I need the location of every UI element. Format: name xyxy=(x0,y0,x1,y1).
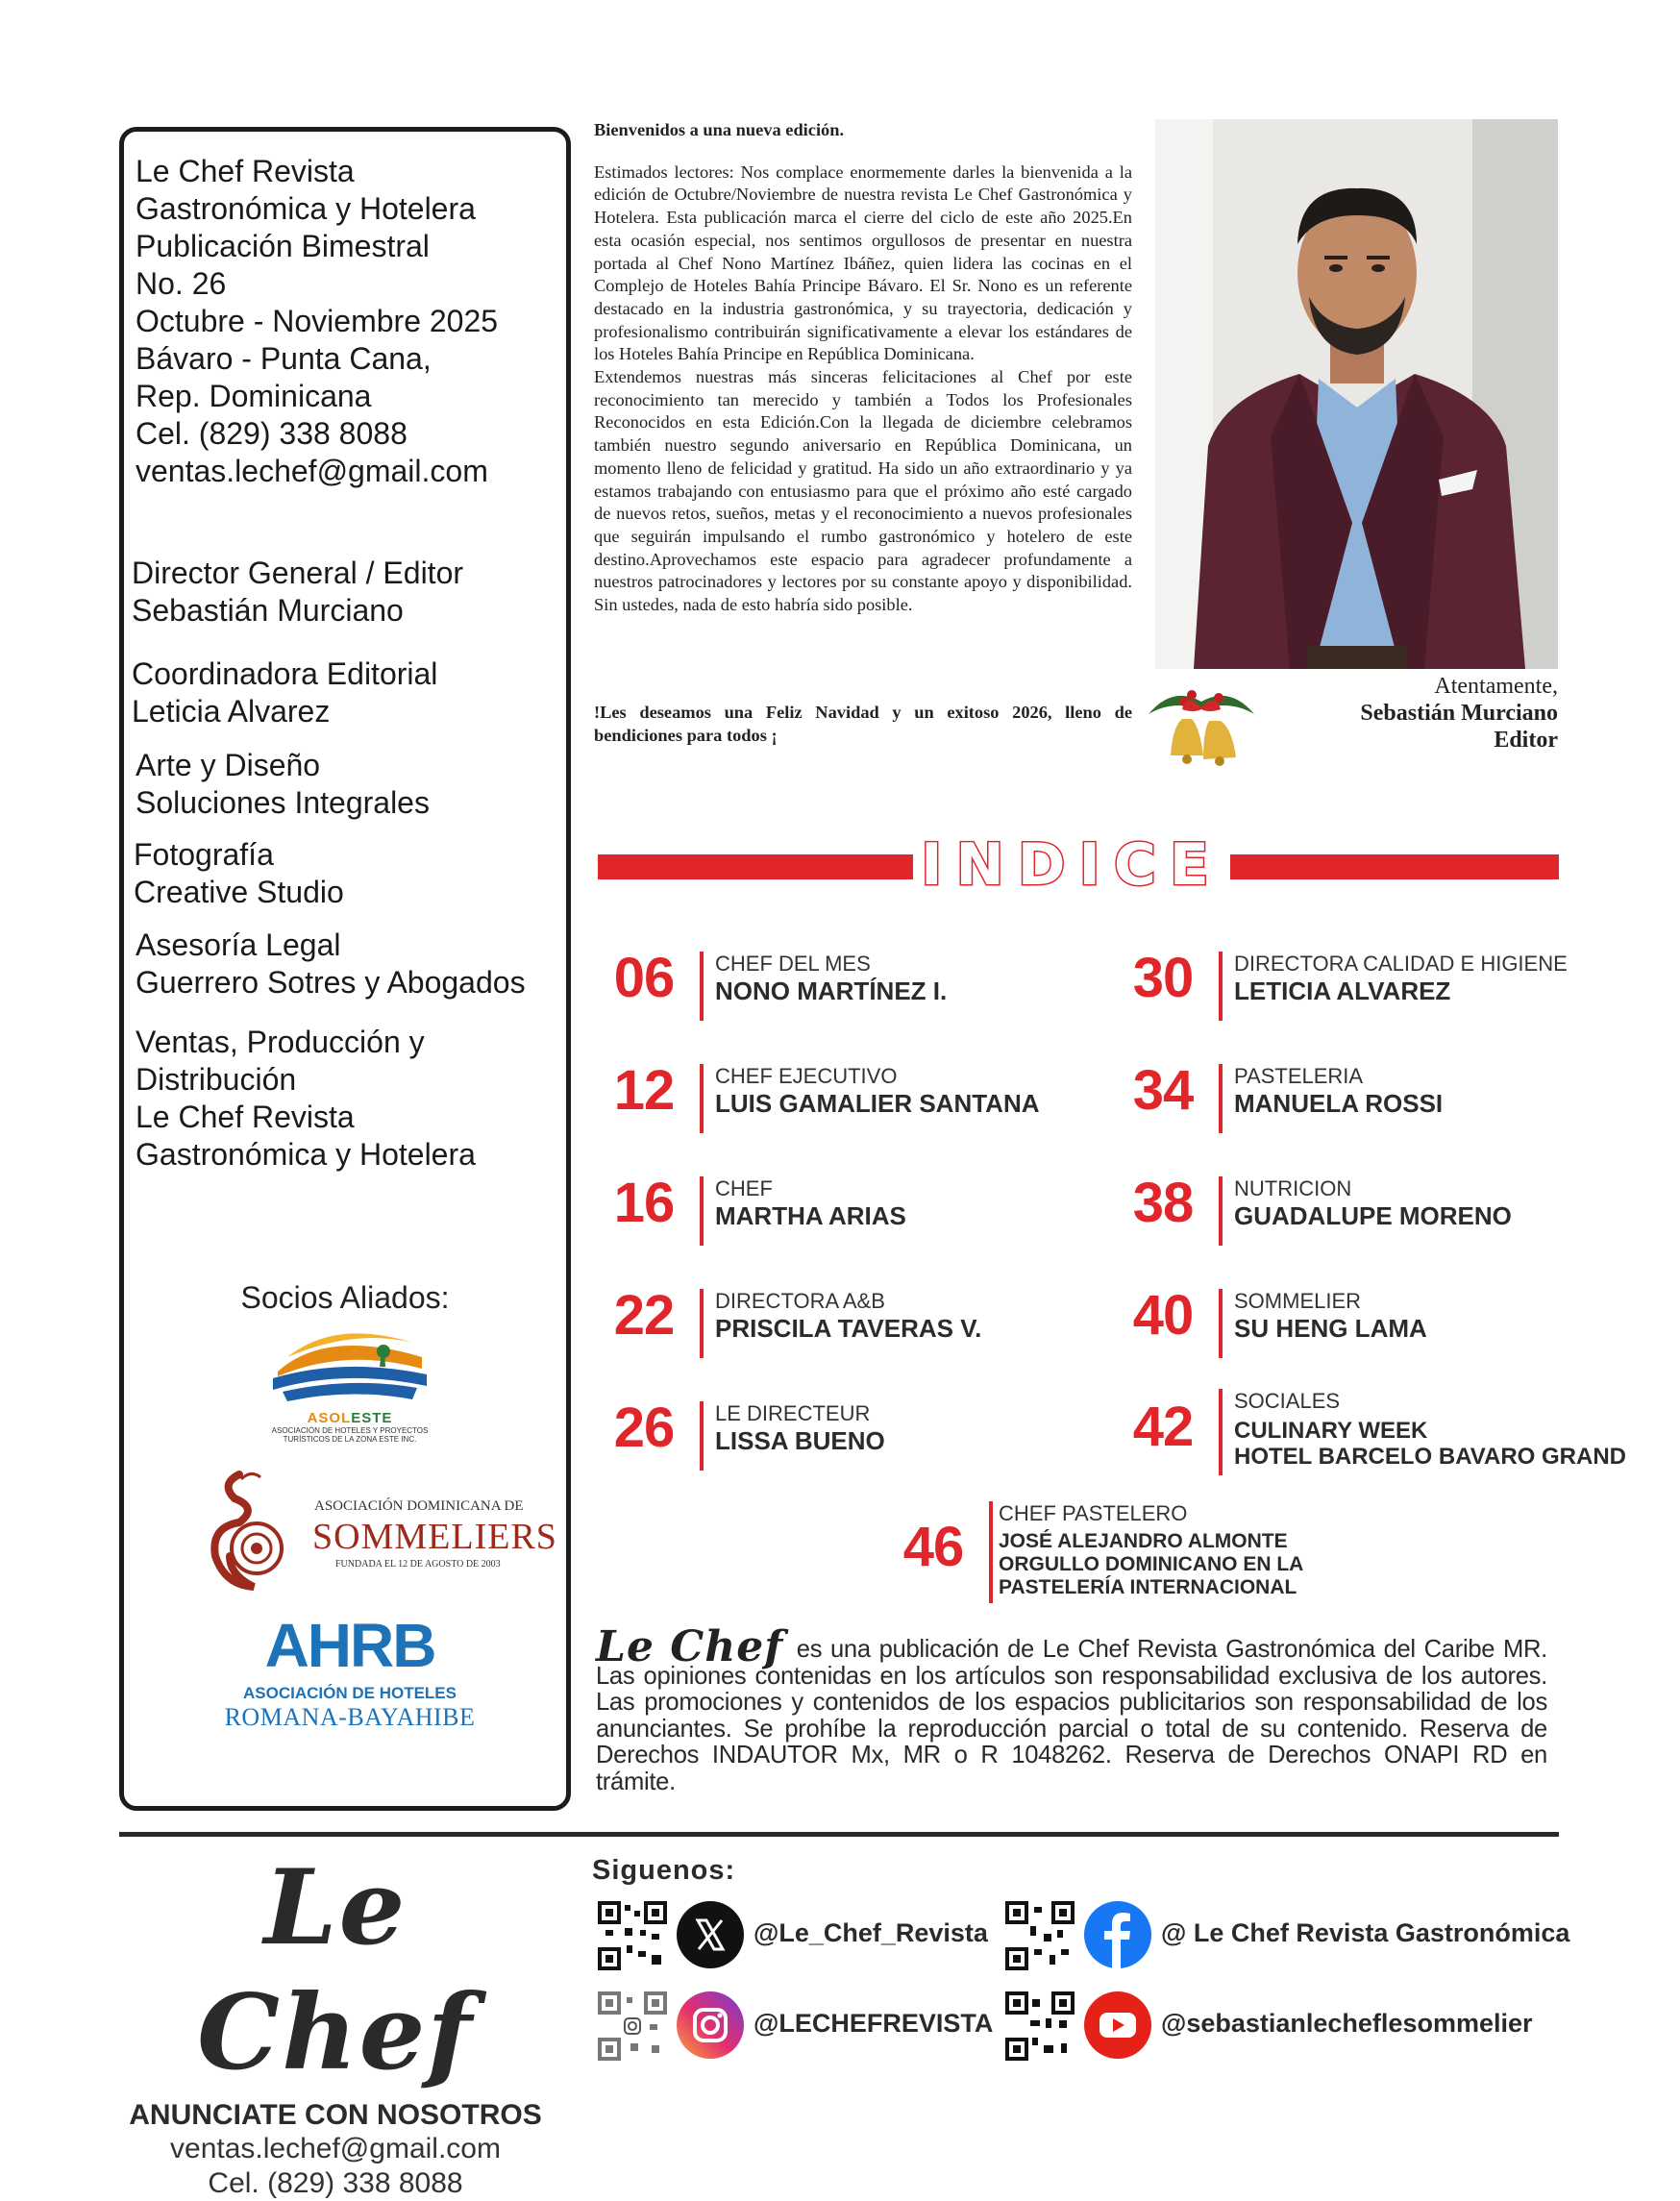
legal-disclaimer xyxy=(596,1622,1547,1795)
index-name-line2: HOTEL BARCELO BAVARO GRAND xyxy=(1234,1444,1626,1470)
advertise-phone[interactable]: Cel. (829) 338 8088 xyxy=(208,2167,463,2199)
index-name: GUADALUPE MORENO xyxy=(1234,1201,1512,1230)
index-page-number: 42 xyxy=(1132,1396,1194,1458)
index-divider xyxy=(989,1501,993,1603)
staff-photography xyxy=(134,836,344,911)
index-page-number: 12 xyxy=(613,1059,675,1122)
staff-legal xyxy=(136,927,526,1002)
index-category: DIRECTORA A&B xyxy=(715,1289,885,1313)
staff-role: Ventas, Producción y xyxy=(136,1025,425,1059)
index-category: CHEF EJECUTIVO xyxy=(715,1064,898,1088)
svg-text:INDICE: INDICE xyxy=(921,831,1223,899)
sign-off: Atentamente, xyxy=(1434,674,1558,699)
staff-role: Fotografía xyxy=(134,837,274,872)
index-category: NUTRICION xyxy=(1234,1176,1352,1200)
index-category: DIRECTORA CALIDAD E HIGIENE xyxy=(1234,952,1568,976)
index-category: CHEF DEL MES xyxy=(715,952,871,976)
masthead-email: ventas.lechef@gmail.com xyxy=(136,454,488,488)
index-name: LUIS GAMALIER SANTANA xyxy=(715,1089,1040,1118)
asoleste-name: ASOLESTE xyxy=(307,1410,393,1426)
masthead-line: No. 26 xyxy=(136,266,227,301)
index-page-number: 30 xyxy=(1132,947,1194,1009)
index-name: NONO MARTÍNEZ I. xyxy=(715,977,948,1005)
social-x[interactable] xyxy=(598,1901,1001,1972)
index-divider xyxy=(1219,1289,1223,1358)
editorial xyxy=(594,119,1132,617)
staff-design xyxy=(136,747,430,822)
index-category: LE DIRECTEUR xyxy=(715,1401,871,1425)
masthead-info xyxy=(136,153,498,490)
social-handle[interactable]: @sebastianlecheflesommelier xyxy=(1161,2009,1533,2038)
facebook-icon[interactable] xyxy=(1084,1901,1151,1968)
editor-photo xyxy=(1155,119,1558,669)
partners-title: Socios Aliados: xyxy=(240,1280,450,1315)
index-name: MARTHA ARIAS xyxy=(715,1201,906,1230)
masthead-line: Le Chef Revista xyxy=(136,154,355,188)
index-name: PRISCILA TAVERAS V. xyxy=(715,1314,982,1343)
advertise-cta: ANUNCIATE CON NOSOTROS xyxy=(129,2099,542,2131)
editor-signature xyxy=(1360,673,1558,754)
index-name-line3: PASTELERÍA INTERNACIONAL xyxy=(999,1576,1297,1598)
sommeliers-logo xyxy=(191,1470,557,1595)
editorial-heading: Bienvenidos a una nueva edición. xyxy=(594,120,845,139)
index-divider xyxy=(1219,952,1223,1021)
social-facebook[interactable] xyxy=(1005,1901,1570,1972)
social-handle[interactable]: @Le_Chef_Revista xyxy=(754,1918,988,1947)
ahrb-logo xyxy=(215,1611,484,1732)
index-page-number: 46 xyxy=(902,1516,964,1578)
x-icon[interactable] xyxy=(677,1901,744,1968)
masthead-line: Cel. (829) 338 8088 xyxy=(136,416,408,451)
masthead-line: Rep. Dominicana xyxy=(136,379,372,413)
asoleste-emblem xyxy=(268,1319,432,1405)
qr-code-icon[interactable] xyxy=(598,1991,667,2061)
index-category: CHEF PASTELERO xyxy=(999,1501,1188,1525)
index-name-line2: ORGULLO DOMINICANO EN LA xyxy=(999,1553,1304,1575)
ahrb-subtitle: ASOCIACIÓN DE HOTELES xyxy=(243,1684,457,1702)
staff-sales xyxy=(136,1024,476,1174)
footer-divider xyxy=(119,1832,1559,1837)
sommeliers-name: SOMMELIERS xyxy=(312,1517,557,1557)
index-page-number: 40 xyxy=(1132,1284,1194,1347)
staff-director xyxy=(132,555,463,630)
disclaimer-text: es una publicación de Le Chef Revista Gastronómica del Caribe MR. Las opiniones contenidas en los artículos son responsabilidad exclusiva de los autores. Las promociones y contenidos de los espacios publicitarios son responsabilidad de los anunciantes. Se prohíbe la reproducción parcial o total de su contenido. Reserva de Derechos INDAUTOR Mx, MR o R 1048262. Reserva de Derechos ONAPI RD en trámite. xyxy=(596,1636,1547,1795)
staff-role: Asesoría Legal xyxy=(136,927,341,962)
index-name: JOSÉ ALEJANDRO ALMONTE xyxy=(999,1530,1288,1552)
staff-name: Creative Studio xyxy=(134,875,344,909)
editorial-closing-wrap xyxy=(594,702,1132,747)
staff-coordinator xyxy=(132,655,437,730)
staff-name: Sebastián Murciano xyxy=(132,593,404,628)
staff-extra: Le Chef Revista xyxy=(136,1100,355,1134)
editor-portrait-image xyxy=(1155,119,1558,669)
index-page-number: 22 xyxy=(613,1284,675,1347)
editorial-closing: !Les deseamos una Feliz Navidad y un exitoso 2026, lleno de bendiciones para todos ¡ xyxy=(594,703,1132,745)
ahrb-region: ROMANA-BAYAHIBE xyxy=(224,1703,476,1731)
sommeliers-top: ASOCIACIÓN DOMINICANA DE xyxy=(314,1498,524,1514)
sign-role: Editor xyxy=(1494,728,1558,753)
index-page-number: 34 xyxy=(1132,1059,1194,1122)
index-divider xyxy=(1219,1064,1223,1133)
index-name: MANUELA ROSSI xyxy=(1234,1089,1444,1118)
qr-code-icon[interactable] xyxy=(598,1901,667,1970)
masthead-line: Octubre - Noviembre 2025 xyxy=(136,304,499,338)
staff-extra: Gastronómica y Hotelera xyxy=(136,1137,476,1172)
editorial-paragraph: Estimados lectores: Nos complace enormemente darles la bienvenida a la edición de Octubre/Noviembre de nuestra revista Le Chef Gastronómica y Hotelera. Esta publicación marca el cierre del ciclo de este año 2025.En esta ocasión especial, nos sentimos orgullosos de presentar en nuestra portada al Chef Nono Martínez Ibáñez, quien lidera las cocinas en el Complejo de Hoteles Bahía Principe Bávaro. El Sr. Nono es un referente destacado en la industria gastronómica, y su trayectoria, dedicación y profesionalismo contribuirán significativamente a elevar los estándares de los Hoteles Bahía Principe en República Dominicana. xyxy=(594,161,1132,364)
social-youtube[interactable] xyxy=(1005,1991,1563,2063)
index-page-number: 26 xyxy=(613,1397,675,1459)
masthead-box xyxy=(119,127,571,1811)
index-divider xyxy=(700,952,704,1021)
advertise-email[interactable]: ventas.lechef@gmail.com xyxy=(170,2133,501,2164)
instagram-icon[interactable] xyxy=(677,1991,744,2059)
staff-role: Director General / Editor xyxy=(132,556,464,590)
asoleste-logo xyxy=(268,1319,432,1444)
index-divider xyxy=(1219,1389,1223,1475)
index-page-number: 16 xyxy=(613,1172,675,1234)
follow-label: Siguenos: xyxy=(592,1855,736,1886)
index-divider xyxy=(700,1176,704,1246)
index-category: CHEF xyxy=(715,1176,773,1200)
staff-role: Coordinadora Editorial xyxy=(132,656,438,691)
brand-wordmark: Le Chef xyxy=(596,1622,784,1671)
social-instagram[interactable] xyxy=(598,1991,1001,2063)
index-page-number: 06 xyxy=(613,947,675,1009)
index-category: PASTELERIA xyxy=(1234,1064,1364,1088)
footer-logo: Le Chef xyxy=(197,1847,474,2093)
editorial-paragraph: Extendemos nuestras más sinceras felicitaciones al Chef por este reconocimiento tan merecido y también a Todos los Profesionales Reconocidos en esta Edición.Con la llegada de diciembre celebramos también nuestro segundo aniversario en República Dominicana, un momento lleno de felicidad y gratitud. Ha sido un año extraordinario y ya estamos trabajando con entusiasmo para que el próximo año esté cargado de nuevos retos, sueños, metas y el reconocimiento a nuevos profesionales que seguirán impulsando el rumbo gastronómico y hotelero de este destino.Aprovechamos este espacio para agradecer profundamente a nuestros patrocinadores y lectores por su constante apoyo y disponibilidad. Sin ustedes, nada de esto habría sido posible. xyxy=(594,367,1132,615)
ahrb-name: AHRB xyxy=(264,1611,435,1680)
index-divider xyxy=(700,1289,704,1358)
advertise-block xyxy=(119,1845,552,2201)
qr-code-icon[interactable] xyxy=(1005,1901,1075,1970)
index-name: SU HENG LAMA xyxy=(1234,1314,1427,1343)
masthead-line: Gastronómica y Hotelera xyxy=(136,191,476,226)
index-title xyxy=(913,825,1230,902)
index-divider xyxy=(1219,1176,1223,1246)
index-page-number: 38 xyxy=(1132,1172,1194,1234)
staff-name: Soluciones Integrales xyxy=(136,785,430,820)
staff-role: Arte y Diseño xyxy=(136,748,321,782)
qr-code-icon[interactable] xyxy=(1005,1991,1075,2061)
index-name: CULINARY WEEK xyxy=(1234,1418,1428,1444)
index-category: SOMMELIER xyxy=(1234,1289,1362,1313)
masthead-line: Bávaro - Punta Cana, xyxy=(136,341,432,376)
sign-name: Sebastián Murciano xyxy=(1360,701,1558,726)
index-name: LISSA BUENO xyxy=(715,1426,885,1455)
asoleste-subtitle: ASOCIACIÓN DE HOTELES Y PROYECTOS TURÍSTICOS DE LA ZONA ESTE INC. xyxy=(271,1426,429,1444)
index-category: SOCIALES xyxy=(1234,1389,1341,1413)
social-handle[interactable]: @ Le Chef Revista Gastronómica xyxy=(1161,1918,1570,1947)
index-divider xyxy=(700,1064,704,1133)
staff-name: Guerrero Sotres y Abogados xyxy=(136,965,526,1000)
staff-name: Leticia Alvarez xyxy=(132,694,331,729)
index-name: LETICIA ALVAREZ xyxy=(1234,977,1451,1005)
christmas-bells-icon xyxy=(1144,680,1259,772)
index-divider xyxy=(700,1401,704,1471)
staff-name: Distribución xyxy=(136,1062,297,1097)
youtube-icon[interactable] xyxy=(1084,1991,1151,2059)
social-handle[interactable]: @LECHEFREVISTA xyxy=(754,2009,994,2038)
masthead-line: Publicación Bimestral xyxy=(136,229,430,263)
sommeliers-emblem xyxy=(191,1470,307,1595)
sommeliers-founded: FUNDADA EL 12 DE AGOSTO DE 2003 xyxy=(335,1559,501,1570)
